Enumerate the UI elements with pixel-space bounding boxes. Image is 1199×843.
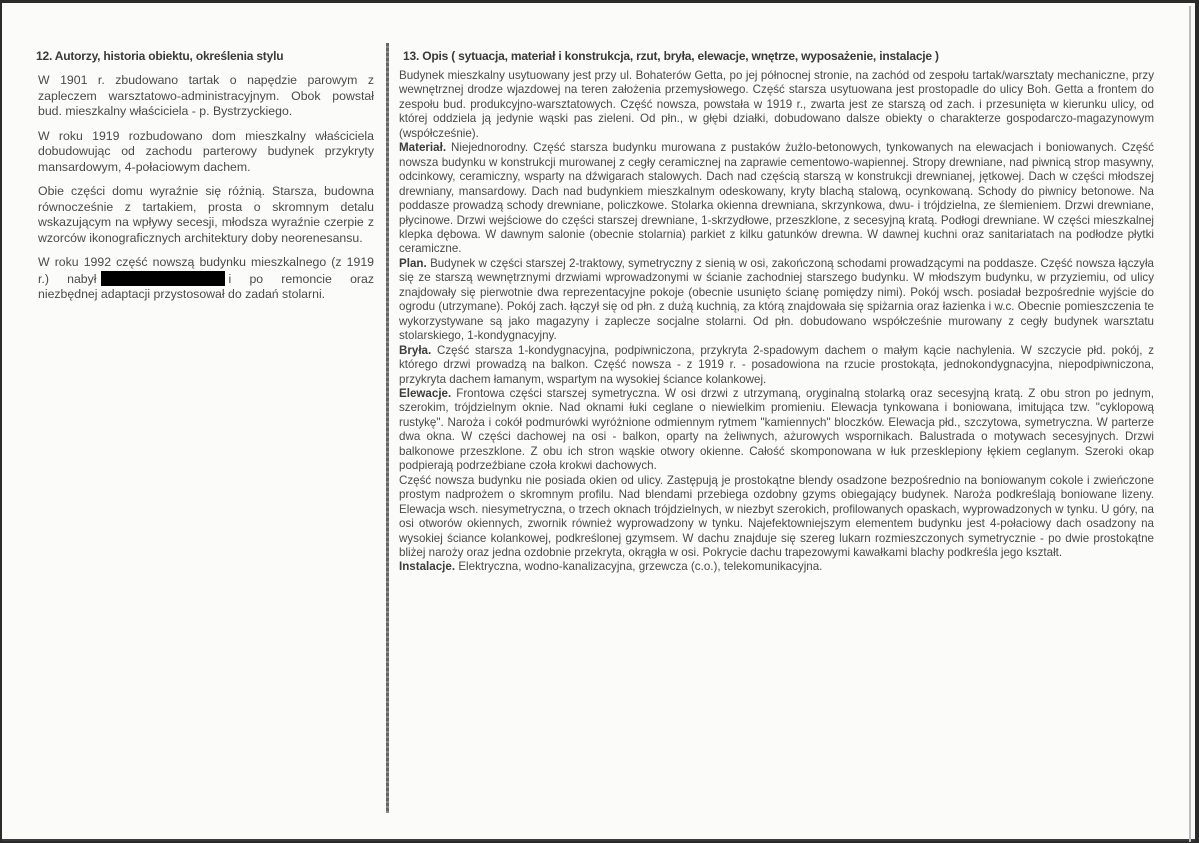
history-paragraph-ownership (38, 255, 374, 303)
redacted-name-block (101, 271, 225, 286)
column-divider (386, 43, 389, 813)
ownership-text-after: i po remoncie oraz niezbędnej adaptacji przystosował do zadań stolarni. (38, 271, 374, 301)
installations-lead: Instalacje. (399, 560, 456, 574)
history-paragraph: W 1901 r. zbudowano tartak o napędzie parowym z zapleczem warsztatowo-administracyjnym. Obok powstał bud. mieszkalny właściciela - p. Bystrzyckiego. (38, 73, 374, 118)
plan-lead: Plan. (399, 256, 427, 270)
elevations-lead: Elewacje. (399, 386, 452, 400)
page-edge (1189, 6, 1191, 842)
description-situation: Budynek mieszkalny usytuowany jest przy ul. Bohaterów Getta, po jej północnej stronie, na zachód od zespołu tartak/warsztaty mechaniczne, przy wewnętrznej drodze wjazdowej na teren założenia przemysłowego. Część starsza usytuowana jest prostopadle do ulicy Boh. Getta a frontem do zespołu bud. produkcyjno-warsztatowych. Część nowsza, powstała w 1919 r., zwarta jest ze starszą od zach. i przesunięta w kierunku ulicy, od której oddziela ją jedynie wąski pas zieleni. Od płn., w głębi działki, dobudowano dalsze obiekty o charakterze gospodarczo-magazynowym (współcześnie). (399, 69, 1154, 140)
section-12-heading: 12. Autorzy, historia obiektu, określenia stylu (36, 49, 284, 63)
material-lead: Materiał. (399, 141, 447, 155)
history-paragraph: Obie części domu wyraźnie się różnią. Starsza, budowna równocześnie z tartakiem, prosta o skromnym detalu wskazującym na wpływy secesji, młodsza wyraźnie czerpie z wzorców ikonograficznych architektury doby neorenesansu. (38, 184, 374, 245)
description-installations: Instalacje. Elektryczna, wodno-kanalizacyjna, grzewcza (c.o.), telekomunikacyjna. (399, 560, 823, 574)
description-material: Materiał. Niejednorodny. Część starsza budynku murowana z pustaków żużlo-betonowych, tynkowanych na elewacjach i boniowanych. Część nowsza budynku w konstrukcji murowanej z cegły ceramicznej na zaprawie cementowo-wapiennej. Stropy drewniane, nad piwnicą strop masywny, odcinkowy, ceramiczny, wsparty na dźwigarach stalowych. Dach nad częścią starszą w konstrukcji drewnianej, jętkowej. Dach w części młodszej drewniany, mansardowy. Dach nad budynkiem mieszkalnym odeskowany, kryty blachą stalową, ocynkowaną. Schody do piwnicy betonowe. Na poddasze prowadzą schody drewniane, policzkowe. Stolarka okienna drewniana, skrzynkowa, dwu- i trójdzielna, ze ślemieniem. Drzwi drewniane, płycinowe. Drzwi wejściowe do części starszej drewniane, 1-skrzydłowe, przeszklone, z secesyjną kratą. Podłogi drewniane. W części mieszkalnej klepka dębowa. W dawnym salonie (obecnie stolarnia) parkiet z kilku gatunków drewna. W dawnej kuchni oraz sanitariatach na podłodze płytki ceramiczne. (399, 141, 1154, 256)
history-paragraph: W roku 1919 rozbudowano dom mieszkalny właściciela dobudowując od zachodu parterowy budynek przykryty mansardowym, 4-połaciowym dachem. (38, 128, 374, 174)
description-massing: Bryła. Część starsza 1-kondygnacyjna, podpiwniczona, przykryta 2-spadowym dachem o małym kącie nachylenia. W szczycie płd. pokój, z którego drzwi prowadzą na balkon. Część nowsza - z 1919 r. - posadowiona na rzucie prostokąta, jednokondygnacyjna, niepodpiwniczona, przykryta dachem łamanym, wspartym na wysokiej ściance kolankowej. (399, 343, 1154, 386)
document-page (2, 3, 1195, 841)
description-plan: Plan. Budynek w części starszej 2-traktowy, symetryczny z sienią w osi, zakończoną schodami prowadzącymi na poddasze. Część nowsza łączyła się ze starszą wewnętrznymi drzwiami wprowadzonymi w ścianie zachodniej starszego budynku. W młodszym budynku, w przyziemiu, od ulicy znajdowały się pierwotnie dwa reprezentacyjne pokoje (obecnie usunięto ścianę pomiędzy nimi). Pokój wsch. posiadał bezpośrednie wyjście do ogrodu (utrzymane). Pokój zach. łączył się od płn. z dużą kuchnią, za którą znajdowała się spiżarnia oraz łazienka i w.c. Obecnie pomieszczenia te wykorzystywane są jako magazyny i zaplecze socjalne stolarni. Od płn. dobudowano współcześnie murowany z cegły budynek warsztatu stolarskiego, 1-kondygnacyjny. (399, 256, 1154, 343)
section-13-description (399, 49, 1154, 575)
description-elevations: Elewacje. Frontowa części starszej symetryczna. W osi drzwi z utrzymaną, oryginalną stolarką oraz secesyjną kratą. Z obu stron po jednym, szerokim, trójdzielnym oknie. Nad oknami łuki ceglane o niewielkim promieniu. Elewacja tynkowana i boniowana, imitująca tzw. "cyklopową rustykę". Naroża i cokół podmurówki wyróżnione odmiennym rytmem "kamiennych" bloczków. Elewacja płd., szczytowa, symetryczna. W parterze dwa okna. W części dachowej na osi - balkon, oparty na żeliwnych, ażurowych wspornikach. Balustrada o motywach secesyjnych. Drzwi balkonowe przeszklone. Z obu ich stron wąskie otwory okienne. Całość skomponowana w łuk przesklepiony łękiem ceglanym. Szeroki okap podpierają podrzeźbiane czoła krokwi dachowych. (399, 386, 1154, 473)
description-newer-part: Część nowsza budynku nie posiada okien od ulicy. Zastępują je prostokątne blendy osadzone bezpośrednio na boniowanym cokole i zwieńczone prostym nadprożem o skromnym profilu. Nad blendami przebiega ozdobny gzyms obiegający budynek. Naroża podkreślają boniowane lizeny. Elewacja wsch. niesymetryczna, o trzech oknach trójdzielnych, w niezbyt szerokich, profilowanych opaskach, wyprowadzonych w tynku. U góry, na osi otworów okiennych, zwornik również wyprowadzony w tynku. Najefektowniejszym elementem budynku jest 4-połaciowy dach osadzony na wysokiej ściance kolankowej, podkreślonej gzymsem. W dachu znajduje się szereg lukarn rozmieszczonych symetrycznie - po dwie prostokątne bliżej naroży oraz jedna ozdobnie przekryta, okrągła w osi. Pokrycie dachu trapezowymi kawałkami blachy podkreśla jego kształt. (399, 473, 1154, 559)
ownership-text-before: W roku 1992 część nowszą budynku mieszkalnego (z 1919 r.) nabył (38, 255, 374, 286)
section-13-heading: 13. Opis ( sytuacja, materiał i konstrukcja, rzut, bryła, elewacje, wnętrze, wyposażenie, instalacje ) (403, 49, 939, 63)
massing-lead: Bryła. (399, 343, 432, 357)
section-12-history (32, 49, 374, 312)
